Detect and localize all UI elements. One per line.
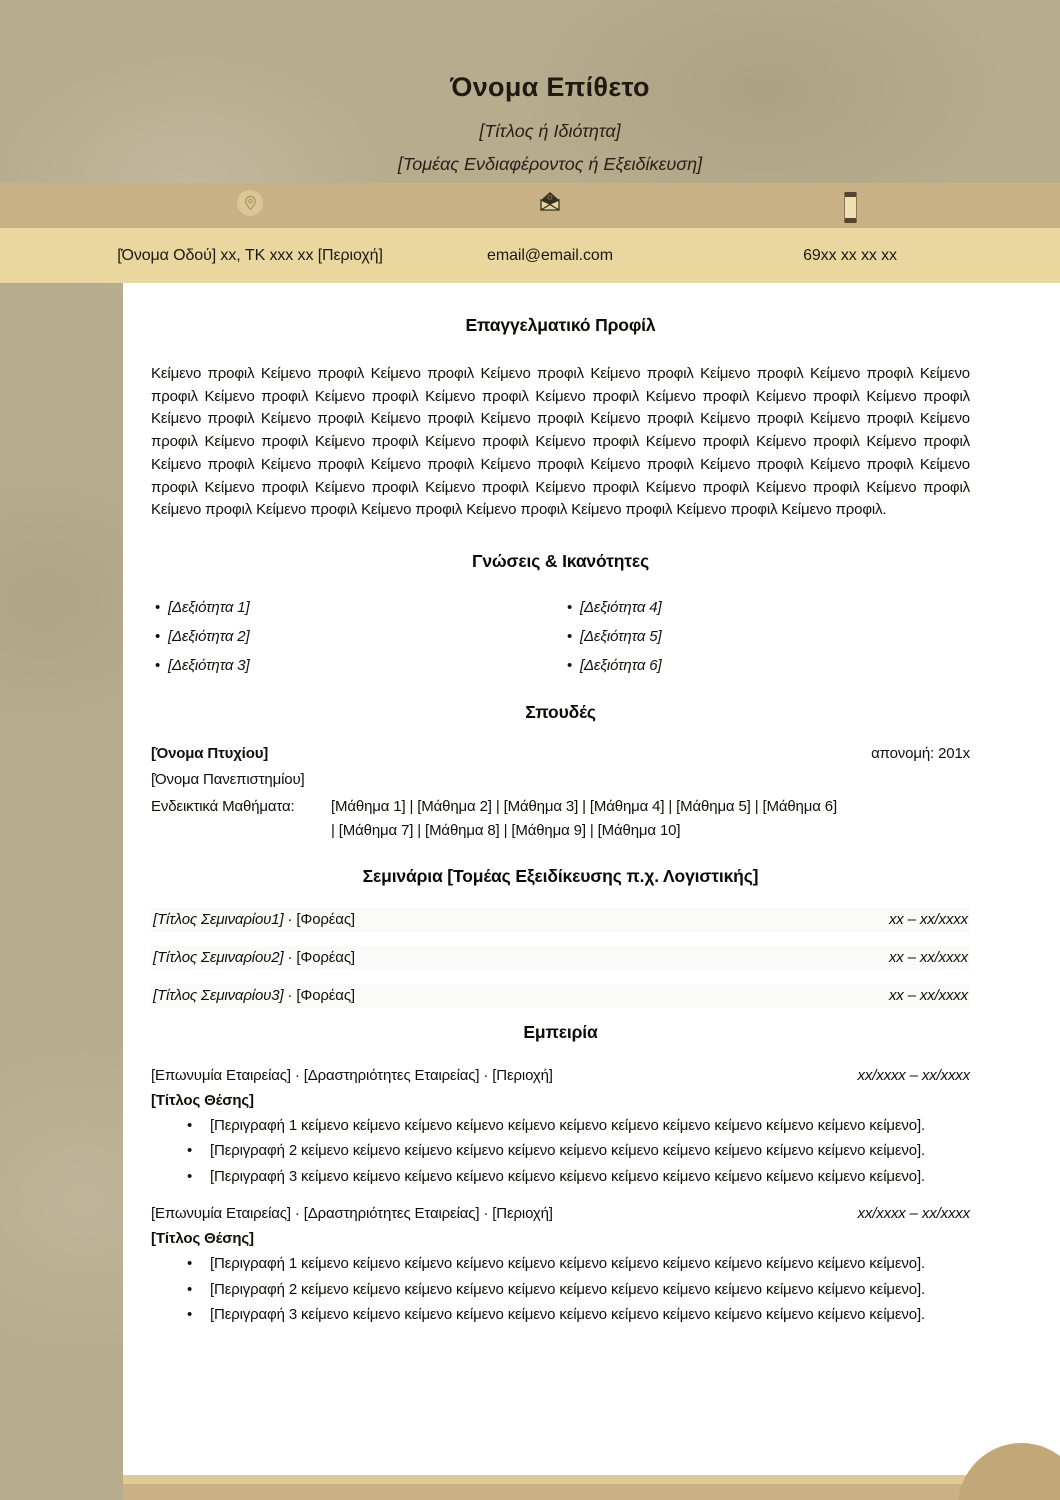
seminar-organization: [Φορέας] (296, 987, 355, 1005)
seminar-row (151, 946, 970, 970)
university-name: [Όνομα Πανεπιστημίου] (151, 770, 305, 788)
envelope-icon (538, 190, 562, 219)
seminar-row (151, 908, 970, 932)
company-line: [Επωνυμία Εταιρείας] · [Δραστηριότητες Εταιρείας] · [Περιοχή] (151, 1205, 553, 1223)
seminar-title-org (153, 987, 355, 1004)
section-heading-profile: Επαγγελματικό Προφίλ (465, 315, 656, 335)
location-pin-icon (237, 190, 263, 216)
job-entry-2 (151, 1203, 970, 1326)
skill-label: [Δεξιότητα 2] (168, 627, 250, 645)
person-title: [Τίτλος ή Ιδιότητα] (479, 121, 621, 141)
job-description-bullet: • [Περιγραφή 2 κείμενο κείμενο κείμενο κείμενο κείμενο κείμενο κείμενο κείμενο κείμενο κείμενο κείμενο κείμενο]. (151, 1278, 970, 1301)
seminar-date: xx – xx/xxxx (888, 911, 968, 929)
mobile-phone-icon (844, 192, 857, 223)
courses-label: Ενδεικτικά Μαθήματα: (151, 797, 295, 815)
seminar-row (151, 984, 970, 1008)
skills-column-1 (151, 593, 563, 680)
separator: · (283, 987, 297, 1005)
email-icon-cell (400, 183, 700, 228)
phone-icon-cell (700, 183, 1000, 228)
skill-item (563, 651, 975, 680)
bullet-icon: • (567, 627, 573, 645)
seminar-organization: [Φορέας] (296, 911, 355, 929)
bullet-icon: • (567, 656, 573, 674)
seminars-list (151, 908, 970, 1008)
skill-label: [Δεξιότητα 1] (168, 598, 250, 616)
job-dates: xx/xxxx – xx/xxxx (857, 1066, 970, 1084)
bullet-icon: • (567, 598, 573, 616)
job-entry-1 (151, 1065, 970, 1188)
seminar-date: xx – xx/xxxx (888, 949, 968, 967)
job-description-bullet: • [Περιγραφή 1 κείμενο κείμενο κείμενο κείμενο κείμενο κείμενο κείμενο κείμενο κείμενο κείμενο κείμενο κείμενο]. (151, 1114, 970, 1137)
job-header (151, 1203, 970, 1224)
job-description-bullet: • [Περιγραφή 2 κείμενο κείμενο κείμενο κείμενο κείμενο κείμενο κείμενο κείμενο κείμενο κείμενο κείμενο κείμενο]. (151, 1139, 970, 1162)
seminar-title: [Τίτλος Σεμιναρίου3] (153, 987, 284, 1005)
bottom-band-dark (123, 1484, 1060, 1500)
job-description-bullet: • [Περιγραφή 3 κείμενο κείμενο κείμενο κείμενο κείμενο κείμενο κείμενο κείμενο κείμενο κείμενο κείμενο κείμενο]. (151, 1165, 970, 1188)
phone-text: 69xx xx xx xx (803, 246, 897, 264)
job-header (151, 1065, 970, 1086)
skill-label: [Δεξιότητα 3] (168, 656, 250, 674)
job-description-list (151, 1114, 970, 1188)
separator: · (283, 949, 297, 967)
job-dates: xx/xxxx – xx/xxxx (857, 1205, 970, 1223)
bullet-icon: • (155, 598, 161, 616)
section-heading-skills: Γνώσεις & Ικανότητες (471, 550, 650, 571)
contact-info-band (0, 228, 1060, 283)
degree-name: [Όνομα Πτυχίου] (151, 744, 269, 762)
email-text: email@email.com (487, 246, 613, 264)
job-position-title: [Τίτλος Θέσης] (151, 1230, 254, 1248)
job-description-bullet: • [Περιγραφή 1 κείμενο κείμενο κείμενο κείμενο κείμενο κείμενο κείμενο κείμενο κείμενο κείμενο κείμενο κείμενο]. (151, 1252, 970, 1275)
person-name: Όνομα Επίθετο (450, 72, 650, 102)
skill-item (151, 593, 563, 622)
section-heading-education: Σπουδές (525, 701, 596, 722)
seminar-title-org (153, 949, 355, 966)
job-description-bullet: • [Περιγραφή 3 κείμενο κείμενο κείμενο κείμενο κείμενο κείμενο κείμενο κείμενο κείμενο κείμενο κείμενο κείμενο]. (151, 1303, 970, 1326)
courses-list (331, 795, 837, 843)
skill-label: [Δεξιότητα 6] (580, 656, 662, 674)
courses-line-2: | [Μάθημα 7] | [Μάθημα 8] | [Μάθημα 9] | [Μάθημα 10] (331, 821, 681, 839)
education-courses-row (151, 795, 970, 843)
skill-item (563, 622, 975, 651)
skill-item (151, 651, 563, 680)
skill-label: [Δεξιότητα 5] (580, 627, 662, 645)
section-heading-seminars: Σεμινάρια [Τομέας Εξειδίκευσης π.χ. Λογιστικής] (362, 865, 759, 886)
skills-column-2 (563, 593, 975, 680)
job-position-title: [Τίτλος Θέσης] (151, 1091, 254, 1109)
profile-paragraph: Κείμενο προφιλ Κείμενο προφιλ Κείμενο προφιλ Κείμενο προφιλ Κείμενο προφιλ Κείμενο προφιλ Κείμενο προφιλ Κείμενο προφιλ Κείμενο προφιλ Κείμενο προφιλ Κείμενο προφιλ Κείμενο προφιλ Κείμενο προφιλ Κείμενο προφιλ Κείμενο προφιλ Κείμενο προφιλ Κείμενο προφιλ Κείμενο προφιλ Κείμενο προφιλ Κείμενο προφιλ Κείμενο προφιλ Κείμενο προφιλ Κείμενο προφιλ Κείμενο προφιλ Κείμενο προφιλ Κείμενο προφιλ Κείμενο προφιλ Κείμενο προφιλ Κείμενο προφιλ Κείμενο προφιλ Κείμενο προφιλ Κείμενο προφιλ Κείμενο προφιλ Κείμενο προφιλ Κείμενο προφιλ Κείμενο προφιλ Κείμενο προφιλ Κείμενο προφιλ Κείμενο προφιλ Κείμενο προφιλ Κείμενο προφιλ Κείμενο προφιλ Κείμενο προφιλ Κείμενο προφιλ Κείμενο προφιλ Κείμενο προφιλ Κείμενο προφιλ Κείμενο προφιλ Κείμενο προφιλ Κείμενο προφιλ Κείμενο προφιλ Κείμενο προφιλ. (151, 365, 970, 519)
seminar-organization: [Φορέας] (296, 949, 355, 967)
skill-label: [Δεξιότητα 4] (580, 598, 662, 616)
address-icon-cell (100, 183, 400, 228)
degree-award-year: απονομή: 201x (871, 744, 970, 762)
education-degree-row (151, 744, 970, 764)
person-specialty: [Τομέας Ενδιαφέροντος ή Εξειδίκευση] (397, 154, 703, 174)
seminar-title: [Τίτλος Σεμιναρίου1] (153, 911, 284, 929)
section-heading-experience: Εμπειρία (523, 1021, 598, 1042)
skills-list (151, 593, 970, 680)
header (100, 0, 1000, 181)
seminar-date: xx – xx/xxxx (888, 987, 968, 1005)
address-text: [Όνομα Οδού] xx, ΤΚ xxx xx [Περιοχή] (117, 246, 383, 264)
document-body (123, 283, 1060, 1475)
seminar-title-org (153, 911, 355, 928)
skill-item (563, 593, 975, 622)
bullet-icon: • (155, 656, 161, 674)
courses-line-1: [Μάθημα 1] | [Μάθημα 2] | [Μάθημα 3] | [Μάθημα 4] | [Μάθημα 5] | [Μάθημα 6] (331, 797, 837, 815)
job-description-list (151, 1252, 970, 1326)
company-line: [Επωνυμία Εταιρείας] · [Δραστηριότητες Εταιρείας] · [Περιοχή] (151, 1066, 553, 1084)
skill-item (151, 622, 563, 651)
seminar-title: [Τίτλος Σεμιναρίου2] (153, 949, 284, 967)
separator: · (283, 911, 297, 929)
contact-icons-band (0, 183, 1060, 228)
bullet-icon: • (155, 627, 161, 645)
bottom-band-light (123, 1475, 1060, 1484)
